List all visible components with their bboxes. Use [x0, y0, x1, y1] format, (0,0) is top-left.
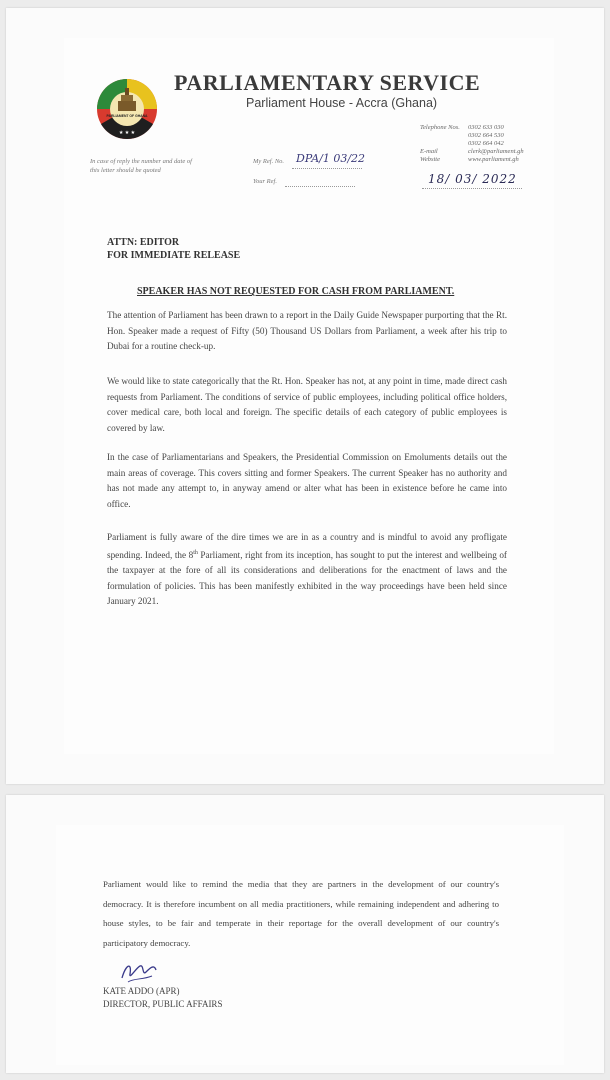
my-ref-label: My Ref. No.	[253, 158, 285, 165]
paragraph-4	[107, 530, 507, 610]
organization-address: Parliament House - Accra (Ghana)	[246, 96, 438, 110]
my-ref-line	[292, 168, 362, 169]
paragraph-4-start: Parliament is fully aware of the dire times we are in as a country and is mindful to avoid any profligate spending. Indeed, the 8	[107, 532, 507, 560]
parliament-logo	[91, 74, 163, 140]
subject-heading: SPEAKER HAS NOT REQUESTED FOR CASH FROM PARLIAMENT.	[137, 286, 455, 297]
telephone-number-2: 0302 664 530	[468, 132, 504, 139]
website-label: Website	[420, 156, 440, 163]
logo-label: PARLIAMENT OF GHANA	[106, 114, 148, 118]
paragraph-3: In the case of Parliamentarians and Speakers, the Presidential Commission on Emoluments details out the main areas of coverage. This covers sitting and former Speakers. The current Speaker has no authority and has not made any attempt to, in anyway amend or alter what has been in existence before he came into office.	[107, 452, 507, 509]
paragraph-2: We would like to state categorically that the Rt. Hon. Speaker has not, at any point in time, made direct cash requests from Parliament. The conditions of service of public employees, including political office holders, cover medical care, both local and foreign. The specific details of each category of public employees is covered by law.	[107, 376, 507, 433]
website-address: www.parliament.gh	[468, 156, 519, 163]
reply-note: In case of reply the number and date of this letter should be quoted	[90, 158, 192, 174]
email-label: E-mail	[420, 148, 438, 155]
svg-text:★ ★ ★: ★ ★ ★	[118, 130, 136, 136]
paragraph-4-end: Parliament, right from its inception, has sought to put the interest and wellbeing of the taxpayer at the fore of all its considerations and deliberations for the enactment of laws and the formulation of policies. This has been manifestly exhibited in the way proceedings have been held since January 2021.	[107, 549, 507, 607]
telephone-number-1: 0302 633 030	[468, 124, 504, 131]
paragraph-5: Parliament would like to remind the media that they are partners in the development of our country's democracy. It is therefore incumbent on all media practitioners, while remaining independent and adhering to house styles, to be fair and temperate in their reportage for the overall development of our country's participatory democracy.	[103, 879, 499, 948]
organization-name: PARLIAMENTARY SERVICE	[174, 70, 481, 95]
my-ref-value: DPA/1 03/22	[296, 152, 366, 165]
signatory-block	[103, 985, 222, 1011]
signatory-title: DIRECTOR, PUBLIC AFFAIRS	[103, 999, 223, 1009]
your-ref-line	[285, 186, 355, 187]
contact-block	[420, 124, 545, 164]
signature-mark	[118, 958, 160, 986]
release-line: FOR IMMEDIATE RELEASE	[107, 250, 241, 261]
telephone-label: Telephone Nos.	[420, 124, 460, 131]
telephone-number-3: 0302 664 042	[468, 140, 504, 147]
paragraph-1: The attention of Parliament has been drawn to a report in the Daily Guide Newspaper purporting that the Rt. Hon. Speaker made a request of Fifty (50) Thousand US Dollars from Parliament, a week after his trip to Dubai for a routine check-up.	[107, 310, 507, 351]
email-address: clerk@parliament.gh	[468, 148, 524, 155]
letter-date: 18/ 03/ 2022	[428, 172, 517, 186]
attention-block	[107, 236, 240, 262]
date-line	[422, 188, 522, 189]
your-ref-label: Your Ref.	[253, 178, 277, 185]
attn-line: ATTN: EDITOR	[107, 237, 180, 248]
signatory-name: KATE ADDO (APR)	[103, 986, 180, 996]
paragraph-4-ordinal: th	[193, 549, 198, 556]
